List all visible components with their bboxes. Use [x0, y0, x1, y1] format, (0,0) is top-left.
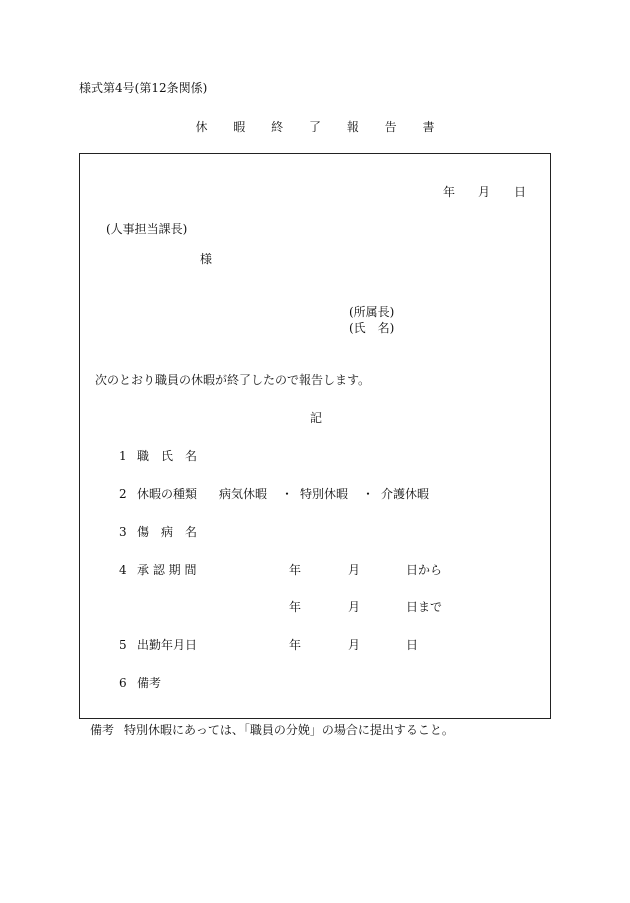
sender-affiliation: (所属長)	[349, 305, 395, 319]
option-separator: ・	[281, 487, 294, 501]
addressee: (人事担当課長)	[106, 222, 188, 236]
item-label-leave-type: 休暇の種類	[137, 487, 198, 501]
title-char: 書	[422, 120, 435, 134]
date-year: 年	[443, 185, 456, 199]
from-year: 年	[289, 563, 302, 577]
title-char: 終	[271, 120, 284, 134]
return-year: 年	[289, 638, 302, 652]
to-day: 日まで	[406, 600, 443, 614]
intro-text: 次のとおり職員の休暇が終了したので報告します。	[95, 373, 371, 387]
title-char: 報	[346, 120, 359, 134]
form-frame	[79, 153, 551, 719]
note-label: 備考	[90, 723, 115, 737]
item-label-approval-period: 承 認 期 間	[137, 563, 197, 577]
to-month: 月	[348, 600, 361, 614]
honorific: 様	[200, 252, 213, 266]
option-separator: ・	[362, 487, 375, 501]
item-number: 3	[119, 525, 127, 539]
from-day: 日から	[406, 563, 443, 577]
date-day: 日	[514, 185, 527, 199]
item-label-name: 職 氏 名	[137, 449, 198, 463]
date-month: 月	[478, 185, 491, 199]
title-char: 告	[384, 120, 397, 134]
title-char: 休	[195, 120, 208, 134]
ki-heading: 記	[310, 411, 323, 425]
option-sick-leave: 病気休暇	[219, 487, 268, 501]
title-char: 暇	[233, 120, 246, 134]
item-number: 5	[119, 638, 127, 652]
item-number: 4	[119, 563, 127, 577]
form-number: 様式第4号(第12条関係)	[79, 81, 208, 95]
return-day: 日	[406, 638, 419, 652]
item-number: 2	[119, 487, 127, 501]
note-text: 特別休暇にあっては、「職員の分娩」の場合に提出すること。	[124, 723, 454, 737]
item-label-return-date: 出勤年月日	[137, 638, 198, 652]
option-care-leave: 介護休暇	[381, 487, 430, 501]
item-number: 6	[119, 676, 127, 690]
item-label-remarks: 備考	[137, 676, 162, 690]
sender-name: (氏 名)	[349, 321, 395, 335]
return-month: 月	[348, 638, 361, 652]
item-number: 1	[119, 449, 127, 463]
item-label-illness: 傷 病 名	[137, 525, 198, 539]
from-month: 月	[348, 563, 361, 577]
option-special-leave: 特別休暇	[300, 487, 349, 501]
document-title	[0, 121, 630, 133]
to-year: 年	[289, 600, 302, 614]
title-char: 了	[308, 120, 321, 134]
